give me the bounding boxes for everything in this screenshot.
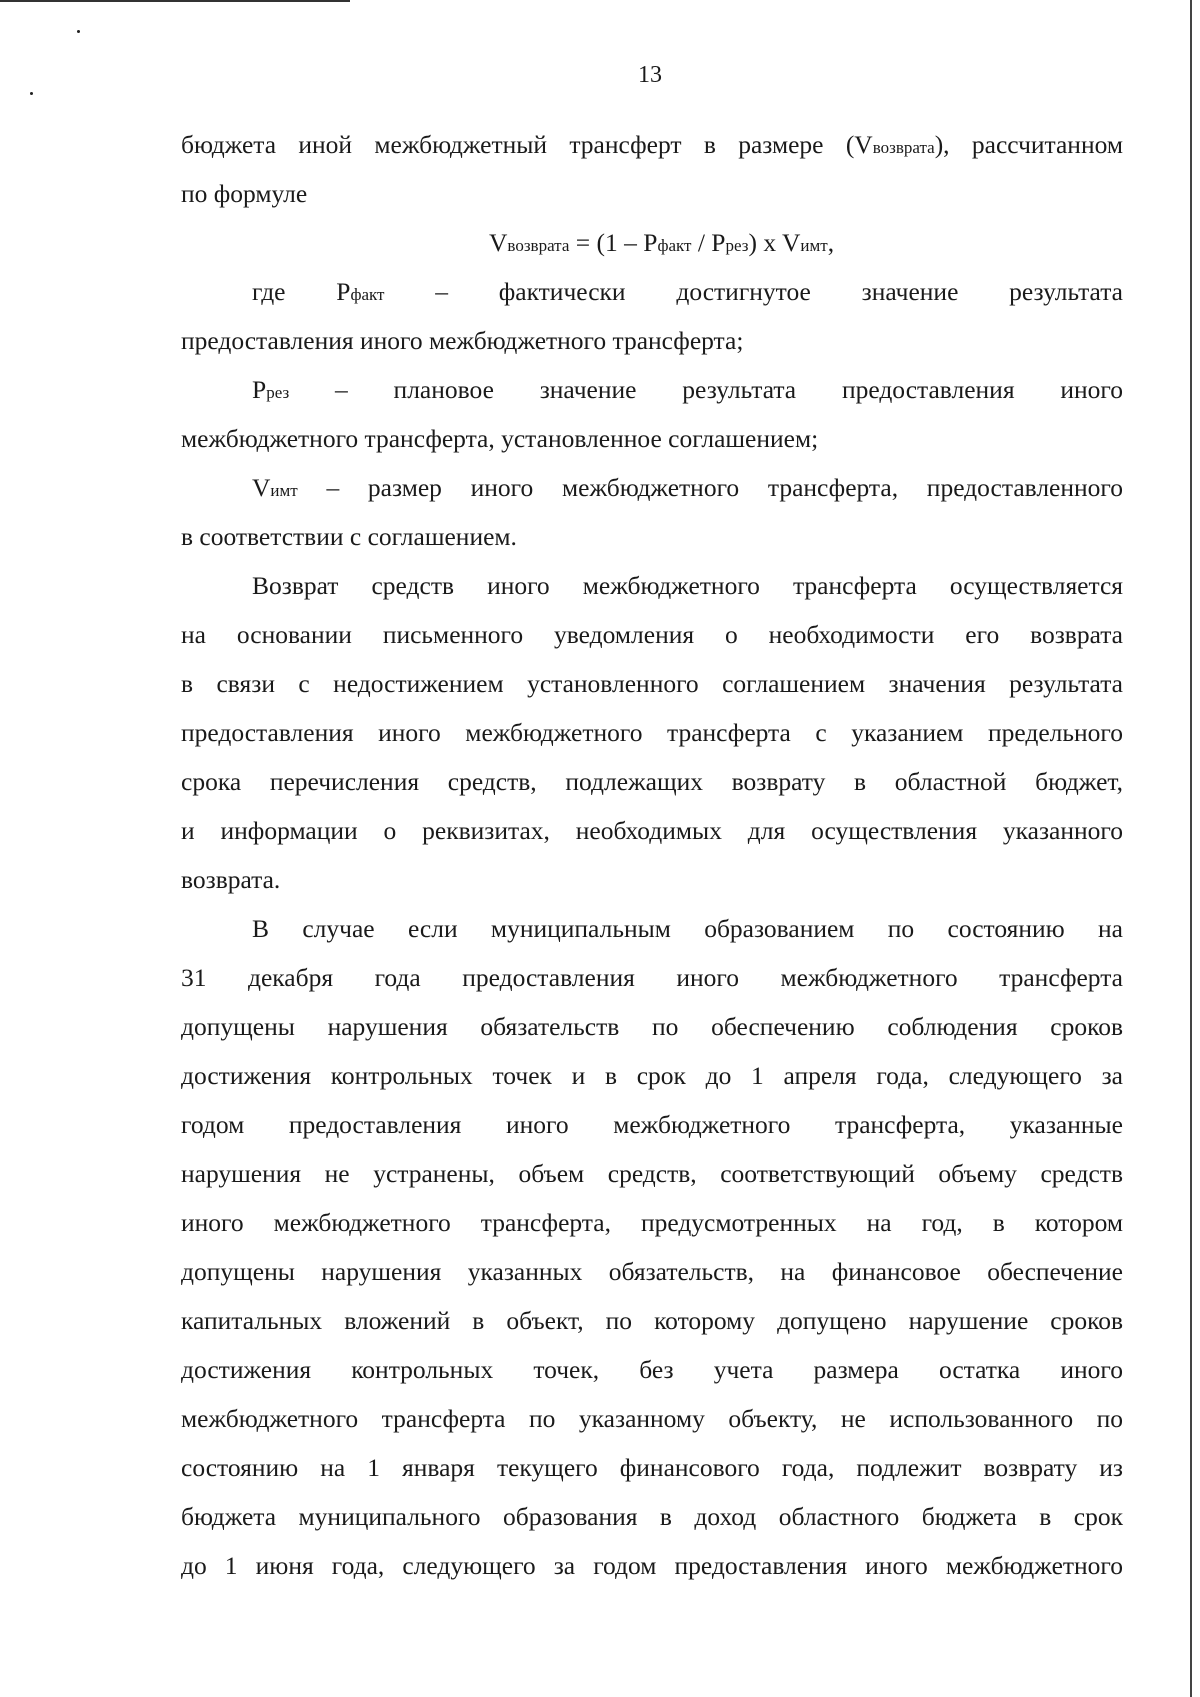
text-line: Возврат средств иного межбюджетного трансферта осуществляется — [252, 571, 1123, 600]
scan-edge-top — [0, 0, 350, 2]
text-line: иного межбюджетного трансферта, предусмотренных на год, в котором — [181, 1208, 1123, 1237]
text-line: достижения контрольных точек, без учета размера остатка иного — [181, 1355, 1123, 1384]
text-line: допущены нарушения указанных обязательств, на финансовое обеспечение — [181, 1257, 1123, 1286]
text-line: состоянию на 1 января текущего финансового года, подлежит возврату из — [181, 1453, 1123, 1482]
text-line: межбюджетного трансферта, установленное соглашением; — [181, 424, 819, 453]
text-line: срока перечисления средств, подлежащих возврату в областной бюджет, — [181, 767, 1123, 796]
text-line: допущены нарушения обязательств по обеспечению соблюдения сроков — [181, 1012, 1123, 1041]
text-line: годом предоставления иного межбюджетного трансферта, указанные — [181, 1110, 1123, 1139]
text-line: бюджета иной межбюджетный трансферт в размере (Vвозврата), рассчитанном — [181, 130, 1124, 159]
text-line: в связи с недостижением установленного соглашением значения результата — [181, 669, 1123, 698]
scan-edge-right — [1190, 0, 1192, 1697]
text-line: по формуле — [181, 179, 308, 208]
text-line: нарушения не устранены, объем средств, соответствующий объему средств — [181, 1159, 1123, 1188]
text-line: межбюджетного трансферта по указанному объекту, не использованного по — [181, 1404, 1123, 1433]
text-line: в соответствии с соглашением. — [181, 522, 517, 551]
formula: Vвозврата = (1 – Pфакт / Pрез) x Vимт, — [489, 228, 835, 257]
text-line: и информации о реквизитах, необходимых для осуществления указанного — [181, 816, 1123, 845]
text-line: предоставления иного межбюджетного трансферта с указанием предельного — [181, 718, 1123, 747]
text-line: предоставления иного межбюджетного трансферта; — [181, 326, 744, 355]
definition-v-imt: Vимт – размер иного межбюджетного трансферта, предоставленного — [252, 473, 1123, 502]
page-number: 13 — [638, 62, 662, 88]
definition-p-rez: Pрез – плановое значение результата предоставления иного — [252, 375, 1123, 404]
text-line: капитальных вложений в объект, по которому допущено нарушение сроков — [181, 1306, 1123, 1335]
scan-speck — [30, 92, 33, 95]
text-line: достижения контрольных точек и в срок до 1 апреля года, следующего за — [181, 1061, 1123, 1090]
text-line: до 1 июня года, следующего за годом предоставления иного межбюджетного — [181, 1551, 1123, 1580]
document-body — [181, 120, 1123, 1590]
scan-speck — [77, 30, 80, 33]
text-line: на основании письменного уведомления о необходимости его возврата — [181, 620, 1123, 649]
text-line: 31 декабря года предоставления иного межбюджетного трансферта — [181, 963, 1123, 992]
text-line: возврата. — [181, 865, 281, 894]
text-line: бюджета муниципального образования в доход областного бюджета в срок — [181, 1502, 1123, 1531]
text-line: В случае если муниципальным образованием по состоянию на — [252, 914, 1123, 943]
definition-p-fact: где Pфакт – фактически достигнутое значение результата — [252, 277, 1123, 306]
